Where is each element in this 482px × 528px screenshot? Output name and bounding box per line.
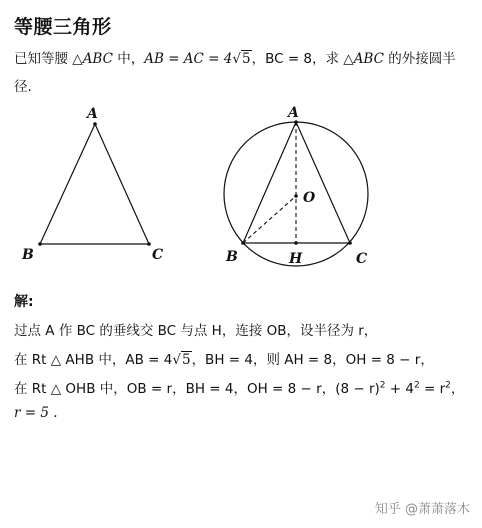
segment-ob [243,196,296,243]
solution-line-4: r = 5 . [14,405,58,421]
point-b [38,242,42,246]
page-title: 等腰三角形 [14,16,112,38]
label-h: H [289,251,303,267]
problem-line-2: 径. [14,79,32,95]
label-a: A [87,106,98,122]
point-c [147,242,151,246]
problem-line-1: 已知等腰 △ABC 中，AB = AC = 4√5，BC = 8，求 △ABC 的外接圆半 [14,51,456,67]
left-triangle [21,106,163,263]
label-c: C [152,247,164,263]
solution-line-1: 过点 A 作 BC 的垂线交 BC 与点 H，连接 OB，设半径为 r， [14,323,378,339]
label-b: B [22,247,34,263]
label-a2: A [288,105,299,121]
point-h [294,241,298,245]
right-circle-figure [224,105,368,267]
point-b2 [241,241,245,245]
triangle-abc [40,124,149,244]
label-c2: C [356,251,368,267]
solution-line-2: 在 Rt △ AHB 中，AB = 4√5，BH = 4，则 AH = 8，OH = 8 − r， [14,352,434,368]
point-o [294,194,298,198]
point-a [93,122,97,126]
inscribed-triangle [243,122,350,243]
point-c2 [348,241,352,245]
label-o: O [303,190,316,206]
solution-heading: 解: [14,294,34,310]
label-b2: B [226,249,238,265]
solution-line-3: 在 Rt △ OHB 中，OB = r，BH = 4，OH = 8 − r，$(8 - r)^2 + 4^2 = r^2$， [14,380,465,397]
watermark-text: 知乎 @萧萧落木 [374,502,470,517]
